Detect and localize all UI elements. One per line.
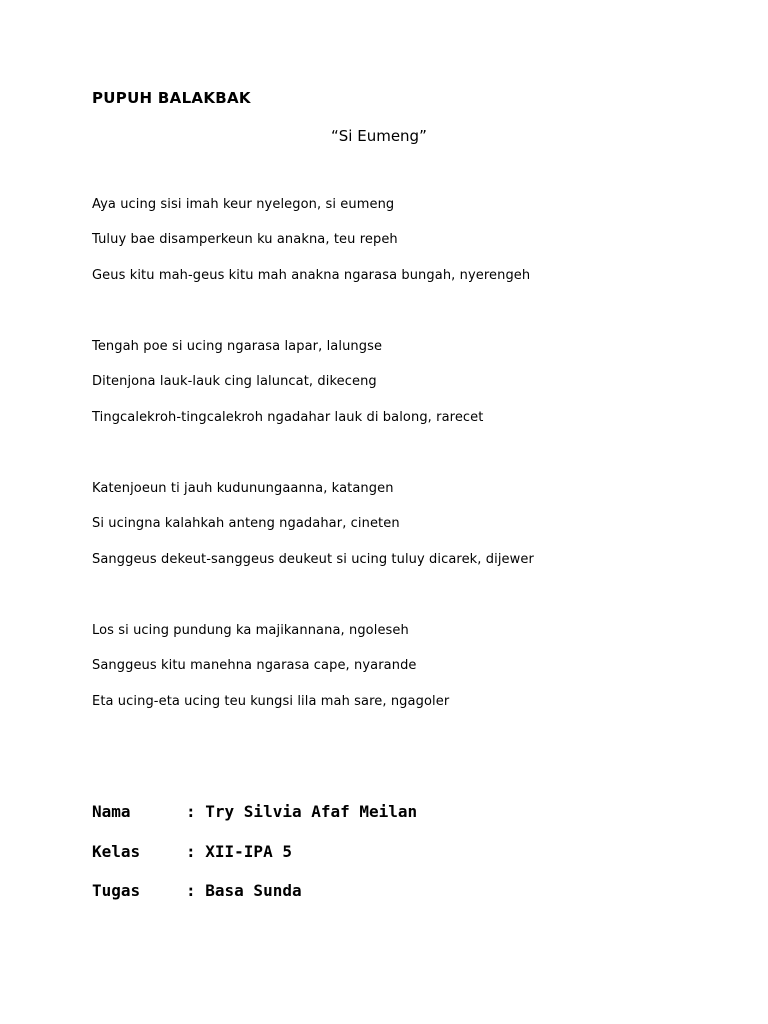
- info-value-nama: : Try Silvia Afaf Meilan: [186, 802, 418, 821]
- poem-line: Tengah poe si ucing ngarasa lapar, lalungse: [92, 339, 383, 354]
- poem-line: Tuluy bae disamperkeun ku anakna, teu repeh: [92, 232, 398, 247]
- poem-line: Eta ucing-eta ucing teu kungsi lila mah sare, ngagoler: [92, 694, 450, 709]
- info-label-kelas: Kelas: [92, 842, 141, 861]
- info-label-tugas: Tugas: [92, 881, 141, 900]
- poem-line: Sanggeus dekeut-sanggeus deukeut si ucing tuluy dicarek, dijewer: [92, 552, 534, 567]
- poem-line: Si ucingna kalahkah anteng ngadahar, cineten: [92, 516, 400, 531]
- info-value-kelas: : XII-IPA 5: [186, 842, 292, 861]
- poem-line: Geus kitu mah-geus kitu mah anakna ngarasa bungah, nyerengeh: [92, 268, 531, 283]
- poem-line: Katenjoeun ti jauh kudunungaanna, katangen: [92, 481, 394, 496]
- poem-line: Tingcalekroh-tingcalekroh ngadahar lauk di balong, rarecet: [92, 410, 484, 425]
- poem-line: Los si ucing pundung ka majikannana, ngoleseh: [92, 623, 409, 638]
- poem-title: “Si Eumeng”: [331, 127, 427, 145]
- poem-line: Aya ucing sisi imah keur nyelegon, si eumeng: [92, 197, 395, 212]
- poem-line: Sanggeus kitu manehna ngarasa cape, nyarande: [92, 658, 417, 673]
- poem-line: Ditenjona lauk-lauk cing laluncat, dikeceng: [92, 374, 377, 389]
- info-label-nama: Nama: [92, 802, 131, 821]
- info-value-tugas: : Basa Sunda: [186, 881, 302, 900]
- document-heading: PUPUH BALAKBAK: [92, 89, 251, 107]
